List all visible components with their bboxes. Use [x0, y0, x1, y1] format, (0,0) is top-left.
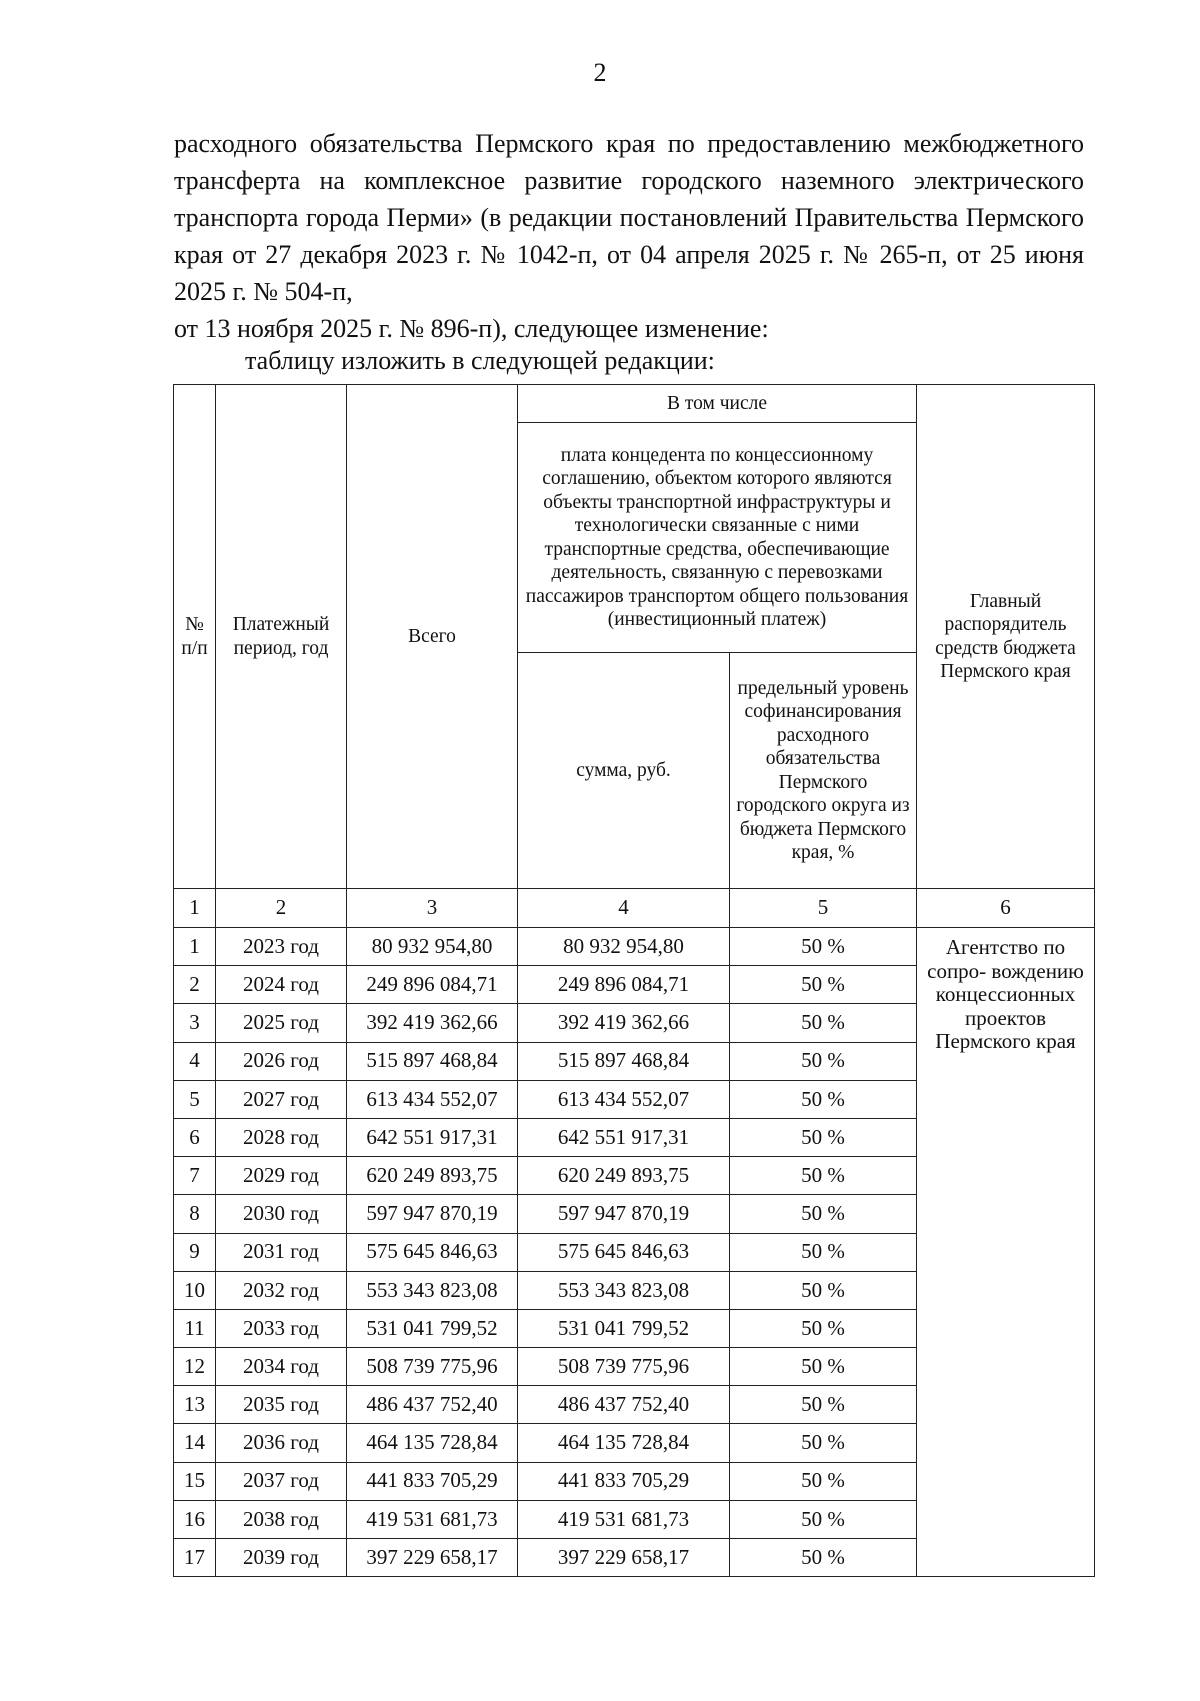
- row-total: 575 645 846,63: [347, 1233, 518, 1271]
- intro-text-end: от 13 ноября 2025 г. № 896-п), следующее изменение:: [174, 314, 769, 343]
- row-period: 2039 год: [216, 1539, 347, 1577]
- row-period: 2029 год: [216, 1157, 347, 1195]
- row-cofinancing-level: 50 %: [730, 1348, 917, 1386]
- row-sum: 597 947 870,19: [518, 1195, 730, 1233]
- row-cofinancing-level: 50 %: [730, 1309, 917, 1347]
- row-cofinancing-level: 50 %: [730, 1157, 917, 1195]
- row-total: 553 343 823,08: [347, 1271, 518, 1309]
- row-number: 10: [174, 1271, 216, 1309]
- row-sum: 553 343 823,08: [518, 1271, 730, 1309]
- row-period: 2037 год: [216, 1462, 347, 1500]
- row-sum: 486 437 752,40: [518, 1386, 730, 1424]
- row-period: 2023 год: [216, 928, 347, 966]
- row-cofinancing-level: 50 %: [730, 1462, 917, 1500]
- column-number-row: [174, 889, 1095, 928]
- row-sum: 508 739 775,96: [518, 1348, 730, 1386]
- row-cofinancing-level: 50 %: [730, 1118, 917, 1156]
- column-number: 5: [730, 889, 917, 928]
- row-total: 515 897 468,84: [347, 1042, 518, 1080]
- row-total: 441 833 705,29: [347, 1462, 518, 1500]
- row-sum: 249 896 084,71: [518, 966, 730, 1004]
- header-manager: Главный распорядитель средств бюджета Пермского края: [917, 385, 1095, 889]
- row-sum: 620 249 893,75: [518, 1157, 730, 1195]
- row-period: 2034 год: [216, 1348, 347, 1386]
- row-number: 12: [174, 1348, 216, 1386]
- row-cofinancing-level: 50 %: [730, 966, 917, 1004]
- row-cofinancing-level: 50 %: [730, 1500, 917, 1538]
- row-cofinancing-level: 50 %: [730, 1195, 917, 1233]
- row-sum: 575 645 846,63: [518, 1233, 730, 1271]
- row-number: 3: [174, 1004, 216, 1042]
- row-sum: 531 041 799,52: [518, 1309, 730, 1347]
- header-total: Всего: [347, 385, 518, 889]
- row-period: 2038 год: [216, 1500, 347, 1538]
- row-cofinancing-level: 50 %: [730, 1080, 917, 1118]
- row-number: 14: [174, 1424, 216, 1462]
- row-cofinancing-level: 50 %: [730, 1539, 917, 1577]
- payment-table: [173, 384, 1095, 1577]
- row-total: 392 419 362,66: [347, 1004, 518, 1042]
- row-total: 397 229 658,17: [347, 1539, 518, 1577]
- row-sum: 80 932 954,80: [518, 928, 730, 966]
- row-cofinancing-level: 50 %: [730, 1424, 917, 1462]
- header-cofinancing-level: предельный уровень софинансирования расходного обязательства Пермского городского округа из бюджета Пермского края, %: [730, 653, 917, 889]
- column-number: 6: [917, 889, 1095, 928]
- row-number: 7: [174, 1157, 216, 1195]
- row-period: 2024 год: [216, 966, 347, 1004]
- header-number: [174, 385, 216, 889]
- row-period: 2036 год: [216, 1424, 347, 1462]
- row-number: 11: [174, 1309, 216, 1347]
- row-sum: 515 897 468,84: [518, 1042, 730, 1080]
- row-period: 2032 год: [216, 1271, 347, 1309]
- row-number: 17: [174, 1539, 216, 1577]
- row-total: 597 947 870,19: [347, 1195, 518, 1233]
- row-cofinancing-level: 50 %: [730, 1004, 917, 1042]
- row-sum: 392 419 362,66: [518, 1004, 730, 1042]
- row-number: 2: [174, 966, 216, 1004]
- row-total: 486 437 752,40: [347, 1386, 518, 1424]
- header-period: Платежный период, год: [216, 385, 347, 889]
- row-total: 642 551 917,31: [347, 1118, 518, 1156]
- row-sum: 464 135 728,84: [518, 1424, 730, 1462]
- intro-paragraph: [174, 125, 1084, 347]
- row-cofinancing-level: 50 %: [730, 1271, 917, 1309]
- row-total: 613 434 552,07: [347, 1080, 518, 1118]
- row-period: 2025 год: [216, 1004, 347, 1042]
- row-sum: 397 229 658,17: [518, 1539, 730, 1577]
- row-total: 531 041 799,52: [347, 1309, 518, 1347]
- row-number: 5: [174, 1080, 216, 1118]
- row-manager-agency: Агентство по сопро- вождению концессионных проектов Пермского края: [917, 928, 1095, 1577]
- row-total: 80 932 954,80: [347, 928, 518, 966]
- row-total: 508 739 775,96: [347, 1348, 518, 1386]
- row-total: 249 896 084,71: [347, 966, 518, 1004]
- column-number: 1: [174, 889, 216, 928]
- row-number: 1: [174, 928, 216, 966]
- row-sum: 441 833 705,29: [518, 1462, 730, 1500]
- row-sum: 642 551 917,31: [518, 1118, 730, 1156]
- table-intro-line: таблицу изложить в следующей редакции:: [245, 346, 715, 375]
- row-sum: 613 434 552,07: [518, 1080, 730, 1118]
- column-number: 2: [216, 889, 347, 928]
- table-body: [174, 889, 1095, 1577]
- row-sum: 419 531 681,73: [518, 1500, 730, 1538]
- row-total: 620 249 893,75: [347, 1157, 518, 1195]
- header-sum: сумма, руб.: [518, 653, 730, 889]
- row-number: 13: [174, 1386, 216, 1424]
- column-number: 4: [518, 889, 730, 928]
- row-number: 15: [174, 1462, 216, 1500]
- row-number: 8: [174, 1195, 216, 1233]
- row-period: 2026 год: [216, 1042, 347, 1080]
- header-including: В том числе: [518, 385, 917, 423]
- row-number: 9: [174, 1233, 216, 1271]
- page-number: 2: [593, 58, 607, 87]
- row-total: 419 531 681,73: [347, 1500, 518, 1538]
- row-cofinancing-level: 50 %: [730, 928, 917, 966]
- column-number: 3: [347, 889, 518, 928]
- row-cofinancing-level: 50 %: [730, 1386, 917, 1424]
- row-number: 16: [174, 1500, 216, 1538]
- header-concession-payment: плата концедента по концессионному соглашению, объектом которого являются объекты транспортной инфраструктуры и технологически связанные с ними транспортные средства, обеспечивающие деятельность, связанную с перевозками пассажиров транспортом общего пользования (инвестиционный платеж): [518, 423, 917, 653]
- intro-text: расходного обязательства Пермского края по предоставлению межбюджетного трансферта на комплексное развитие городского наземного электрического транспорта города Перми» (в редакции постановлений Правительства Пермского края от 27 декабря 2023 г. № 1042-п, от 04 апреля 2025 г. № 265-п, от 25 июня 2025 г. № 504-п,: [174, 129, 1084, 306]
- row-total: 464 135 728,84: [347, 1424, 518, 1462]
- row-period: 2027 год: [216, 1080, 347, 1118]
- row-period: 2030 год: [216, 1195, 347, 1233]
- row-number: 4: [174, 1042, 216, 1080]
- row-cofinancing-level: 50 %: [730, 1233, 917, 1271]
- row-number: 6: [174, 1118, 216, 1156]
- row-cofinancing-level: 50 %: [730, 1042, 917, 1080]
- row-period: 2031 год: [216, 1233, 347, 1271]
- header-number-label: № п/п: [181, 614, 208, 659]
- table-row: [174, 928, 1095, 966]
- row-period: 2028 год: [216, 1118, 347, 1156]
- row-period: 2033 год: [216, 1309, 347, 1347]
- row-period: 2035 год: [216, 1386, 347, 1424]
